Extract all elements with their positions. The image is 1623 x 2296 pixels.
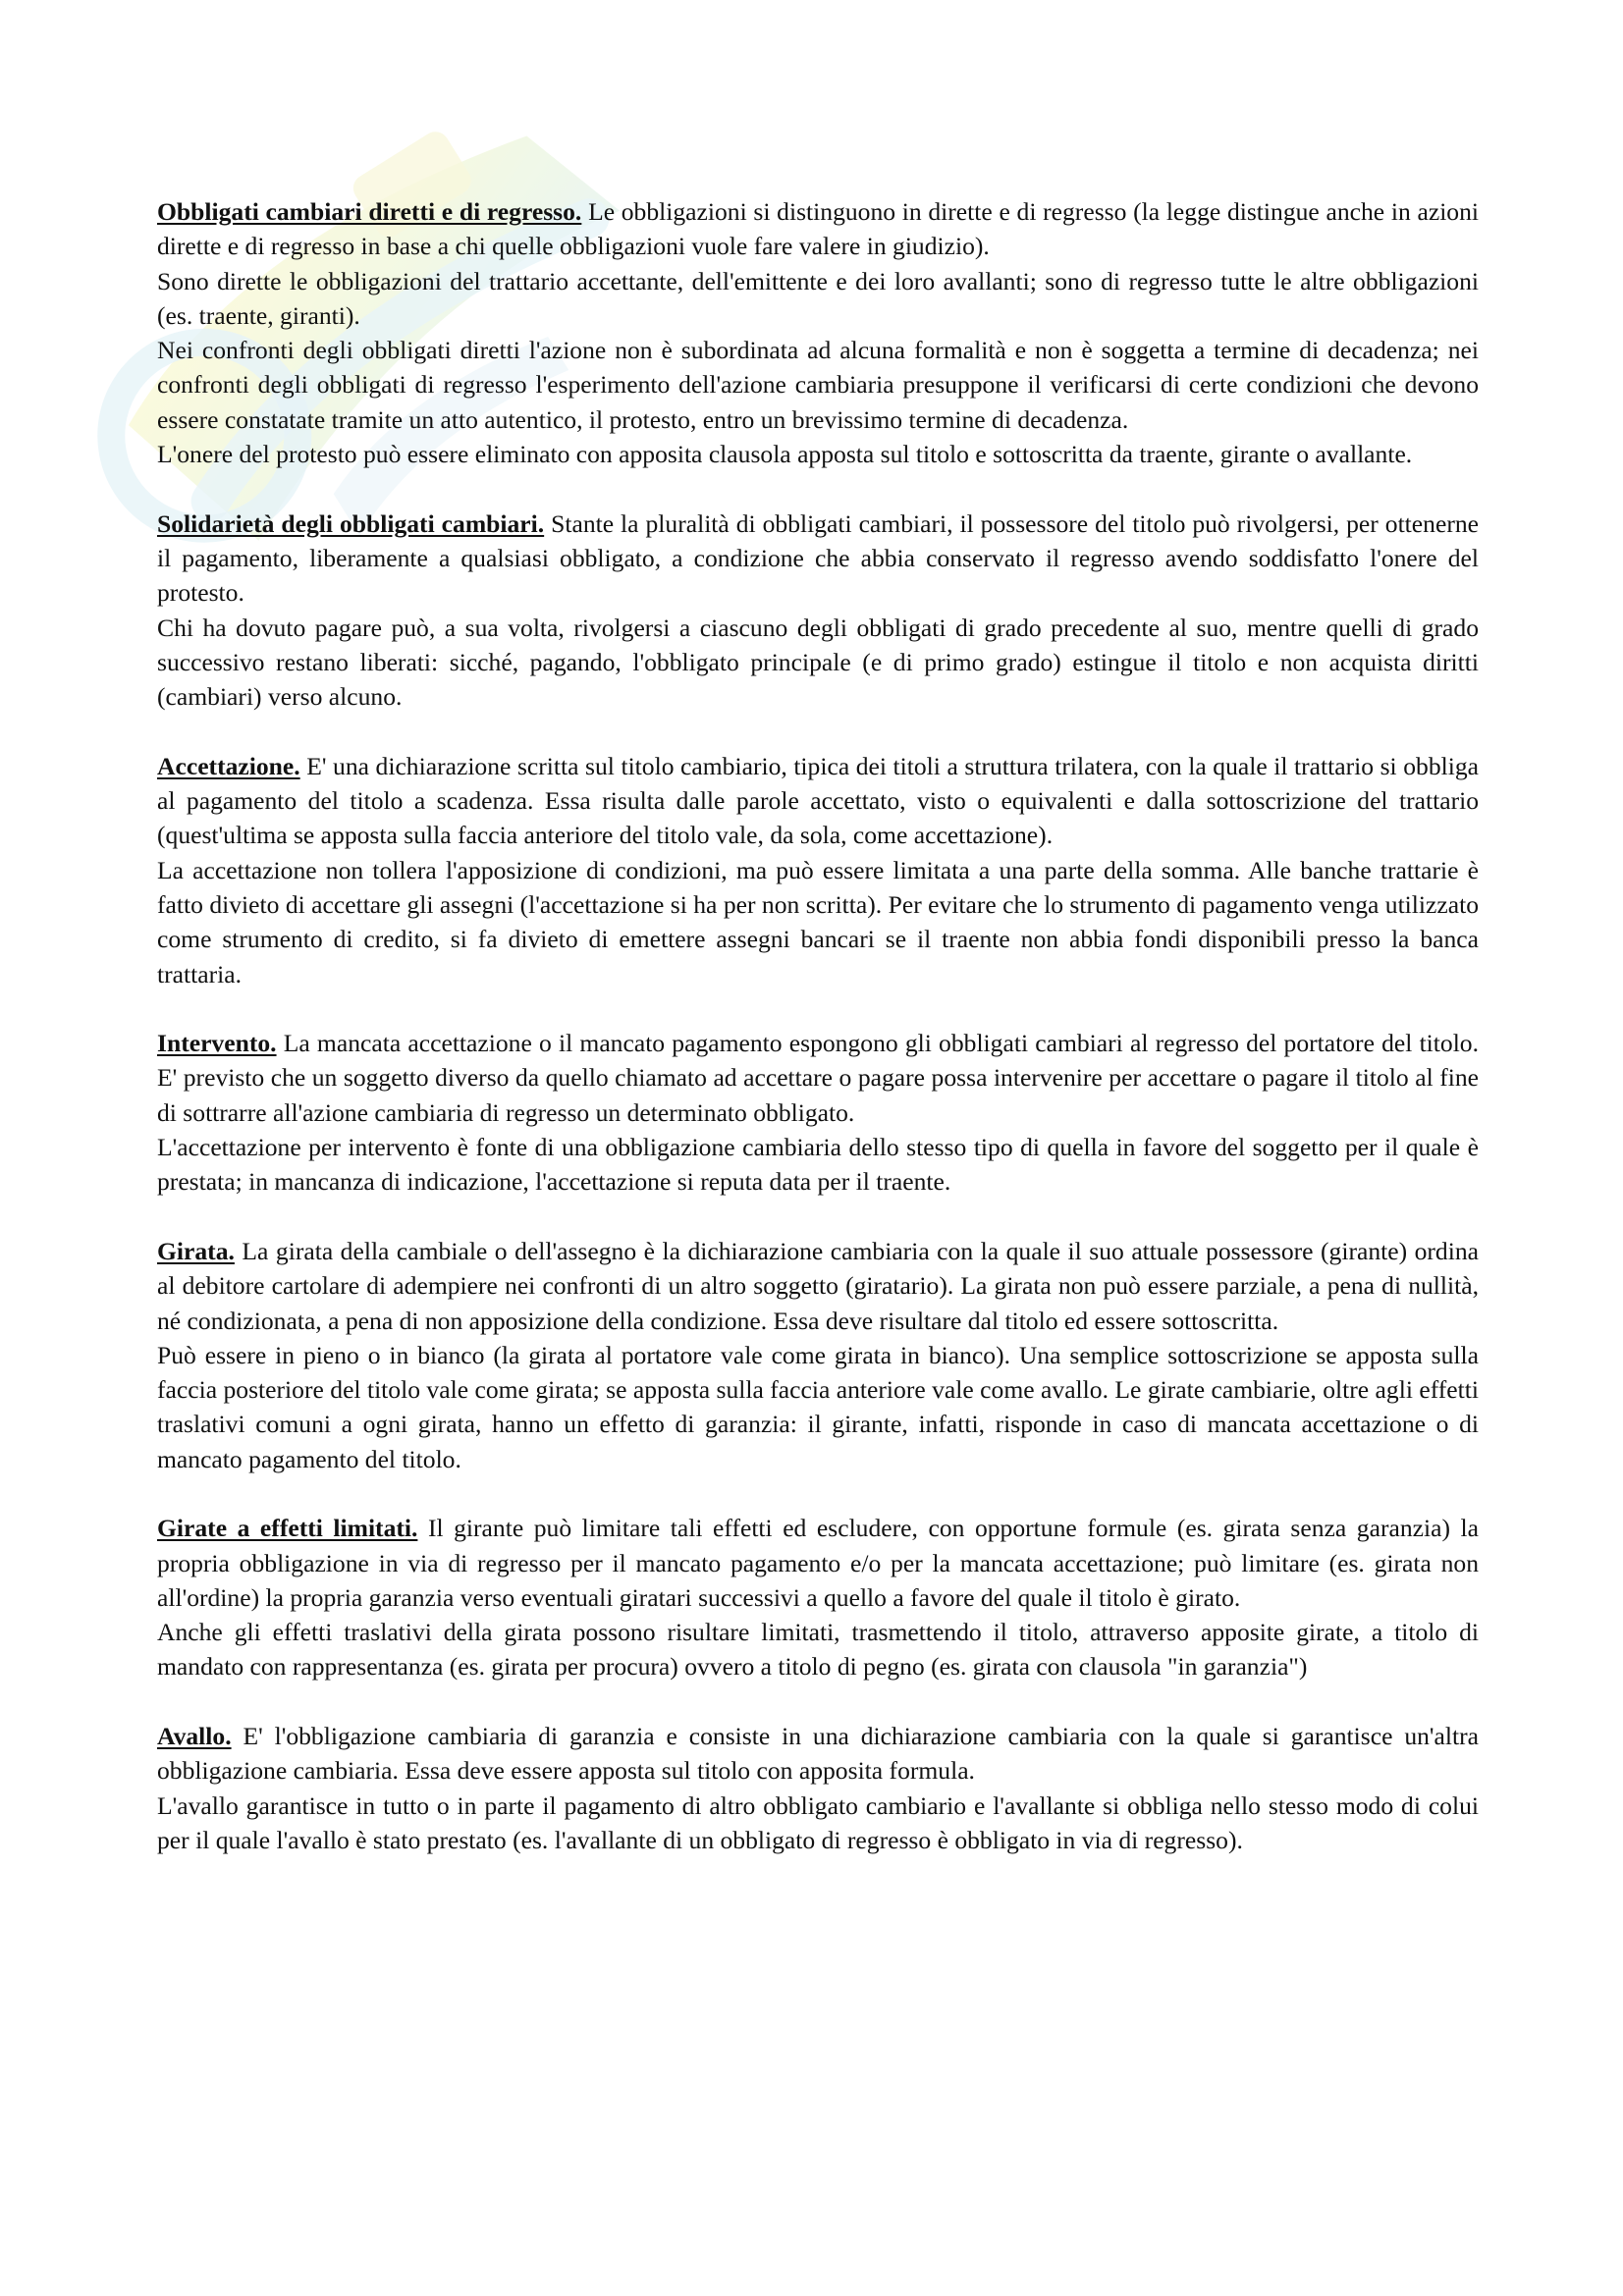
- paragraph-text: La girata della cambiale o dell'assegno è la dichiarazione cambiaria con la quale il suo attuale possessore (girante) ordina al debitore cartolare di adempiere nei confronti di un altro soggetto (giratario). La girata non può essere parziale, a pena di nullità, né condizionata, a pena di non apposizione della condizione. Essa deve risultare dal titolo ed essere sottoscritta.: [157, 1236, 1479, 1335]
- paragraph-text: La mancata accettazione o il mancato pagamento espongono gli obbligati cambiari al regresso del portatore del titolo. E' previsto che un soggetto diverso da quello chiamato ad accettare o pagare possa intervenire per accettare o pagare il titolo al fine di sottrarre all'azione cambiaria di regresso un determinato obbligato.: [157, 1029, 1480, 1127]
- section-heading: Intervento.: [157, 1029, 277, 1058]
- paragraph-text: Il girante può limitare tali effetti ed escludere, con opportune formule (es. girata senza garanzia) la propria obbligazione in via di regresso per il mancato pagamento e/o per la mancata accettazione; può limitare (es. girata non all'ordine) la propria garanzia verso eventuali giratari successivi a quello a favore del quale il titolo è girato.: [157, 1514, 1479, 1612]
- paragraph: Anche gli effetti traslativi della girata possono risultare limitati, trasmettendo il titolo, attraverso apposite girate, a titolo di mandato con rappresentanza (es. girata per procura) ovvero a titolo di pegno (es. girata con clausola "in garanzia"): [157, 1618, 1479, 1682]
- paragraph: Chi ha dovuto pagare può, a sua volta, rivolgersi a ciascuno degli obbligati di grado precedente al suo, mentre quelli di grado successivo restano liberati: sicché, pagando, l'obbligato principale (e di primo grado) estingue il titolo e non acquista diritti (cambiari) verso alcuno.: [157, 613, 1479, 712]
- section-intervento: [157, 1026, 1479, 1199]
- paragraph: [157, 749, 1479, 853]
- paragraph-text: Le obbligazioni si distinguono in dirette e di regresso (la legge distingue anche in azioni dirette e di regresso in base a chi quelle obbligazioni vuole fare valere in giudizio).: [157, 197, 1480, 261]
- paragraph: L'accettazione per intervento è fonte di una obbligazione cambiaria dello stesso tipo di quella in favore del soggetto per il quale è prestata; in mancanza di indicazione, l'accettazione si reputa data per il traente.: [157, 1133, 1479, 1197]
- paragraph: La accettazione non tollera l'apposizione di condizioni, ma può essere limitata a una parte della somma. Alle banche trattarie è fatto divieto di accettare gli assegni (l'accettazione si ha per non scritta). Per evitare che lo strumento di pagamento venga utilizzato come strumento di credito, si fa divieto di emettere assegni bancari se il traente non abbia fondi disponibili presso la banca trattaria.: [157, 855, 1479, 988]
- paragraph: Può essere in pieno o in bianco (la girata al portatore vale come girata in bianco). Una semplice sottoscrizione se apposta sulla faccia posteriore del titolo vale come girata; se apposta sulla faccia anteriore vale come avallo. Le girate cambiarie, oltre agli effetti traslativi comuni a ogni girata, hanno un effetto di garanzia: il girante, infatti, risponde in caso di mancata accettazione o di mancato pagamento del titolo.: [157, 1340, 1479, 1473]
- paragraph: [157, 194, 1479, 264]
- section-heading: Solidarietà degli obbligati cambiari.: [157, 508, 545, 538]
- section-heading: Girate a effetti limitati.: [157, 1514, 418, 1543]
- paragraph: [157, 1026, 1479, 1130]
- paragraph: [157, 507, 1479, 611]
- paragraph: [157, 1511, 1479, 1615]
- section-heading: Obbligati cambiari diretti e di regresso.: [157, 197, 582, 226]
- paragraph: [157, 1719, 1479, 1789]
- section-solidarieta: [157, 507, 1479, 715]
- paragraph: L'avallo garantisce in tutto o in parte il pagamento di altro obbligato cambiario e l'avallante si obbliga nello stesso modo di colui per il quale l'avallo è stato prestato (es. l'avallante di un obbligato di regresso è obbligato in via di regresso).: [157, 1790, 1479, 1854]
- document-page: [157, 194, 1479, 1893]
- section-girate-limitati: [157, 1511, 1479, 1683]
- section-heading: Accettazione.: [157, 751, 300, 780]
- paragraph: Sono dirette le obbligazioni del trattario accettante, dell'emittente e dei loro avallanti; sono di regresso tutte le altre obbligazioni (es. traente, giranti).: [157, 266, 1479, 330]
- section-girata: [157, 1234, 1479, 1476]
- section-accettazione: [157, 749, 1479, 991]
- paragraph: Nei confronti degli obbligati diretti l'azione non è subordinata ad alcuna formalità e non è soggetta a termine di decadenza; nei confronti degli obbligati di regresso l'esperimento dell'azione cambiaria presuppone il verificarsi di certe condizioni che devono essere constatate tramite un atto autentico, il protesto, entro un brevissimo termine di decadenza.: [157, 336, 1479, 434]
- section-heading: Avallo.: [157, 1722, 232, 1751]
- paragraph-text: Stante la pluralità di obbligati cambiari, il possessore del titolo può rivolgersi, per ottenerne il pagamento, liberamente a qualsiasi obbligato, a condizione che abbia conservato il regresso avendo soddisfatto l'onere del protesto.: [157, 508, 1479, 608]
- paragraph: L'onere del protesto può essere eliminato con apposita clausola apposta sul titolo e sottoscritta da traente, girante o avallante.: [157, 440, 1413, 469]
- paragraph-text: E' l'obbligazione cambiaria di garanzia e consiste in una dichiarazione cambiaria con la quale si garantisce un'altra obbligazione cambiaria. Essa deve essere apposta sul titolo con apposita formula.: [157, 1722, 1479, 1786]
- section-avallo: [157, 1719, 1479, 1857]
- section-heading: Girata.: [157, 1236, 235, 1265]
- paragraph-text: E' una dichiarazione scritta sul titolo cambiario, tipica dei titoli a struttura trilatera, con la quale il trattario si obbliga al pagamento del titolo a scadenza. Essa risulta dalle parole accettato, visto o equivalenti e dalla sottoscrizione del trattario (quest'ultima se apposta sulla faccia anteriore del titolo vale, da sola, come accettazione).: [157, 751, 1479, 850]
- paragraph: [157, 1234, 1479, 1338]
- section-obbligati: [157, 194, 1479, 471]
